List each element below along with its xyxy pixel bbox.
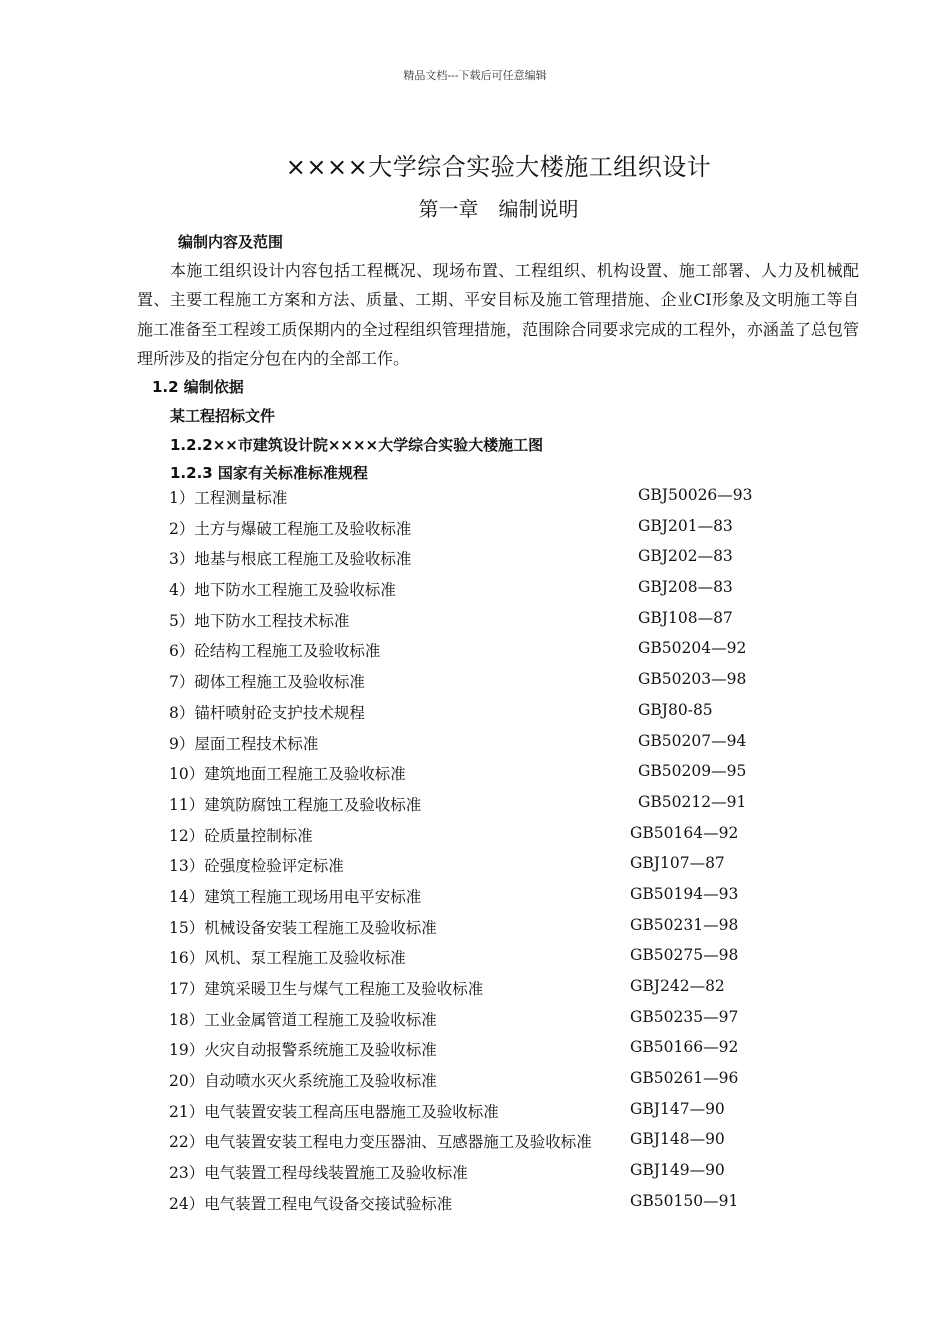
standard-code: GBJ147—90 — [630, 1099, 725, 1118]
standard-item — [169, 732, 809, 763]
standard-code: GBJ242—82 — [630, 977, 725, 995]
standard-code: GB50231—98 — [630, 915, 739, 934]
standard-name: 7）砌体工程施工及验收标准 — [169, 673, 365, 692]
standard-name: 12）砼质量控制标准 — [169, 826, 313, 845]
standard-code: GBJ50026—93 — [638, 486, 753, 504]
scope-paragraph: 本施工组织设计内容包括工程概况、现场布置、工程组织、机构设置、施工部署、人力及机械配置、主要工程施工方案和方法、质量、工期、平安目标及施工管理措施、企业CI形象及文明施工等自施工准备至工程竣工质保期内的全过程组织管理措施，范围除合同要求完成的工程外，亦涵盖了总包管理所涉及的指定分包在内的全部工作。 — [137, 261, 859, 368]
standard-name: 18）工业金属管道工程施工及验收标准 — [169, 1010, 437, 1029]
standard-item — [169, 885, 809, 916]
standard-item — [169, 701, 809, 732]
standard-code: GB50166—92 — [630, 1038, 739, 1057]
standard-item — [169, 824, 809, 855]
subsection-tender-docs: 某工程招标文件 — [170, 407, 276, 425]
standard-name: 8）锚杆喷射砼支护技术规程 — [169, 703, 365, 722]
standard-name: 2）土方与爆破工程施工及验收标准 — [169, 519, 412, 538]
standard-code: GBJ108—87 — [638, 608, 733, 627]
standard-name: 3）地基与根底工程施工及验收标准 — [169, 550, 412, 569]
standard-item — [169, 1069, 809, 1100]
standard-item — [169, 1192, 809, 1223]
standard-code: GBJ107—87 — [630, 854, 725, 873]
standard-item — [169, 916, 809, 947]
standard-code: GBJ201—83 — [638, 516, 733, 535]
standard-code: GB50261—96 — [630, 1069, 739, 1088]
standard-item — [169, 547, 809, 578]
standard-code: GBJ148—90 — [630, 1130, 725, 1149]
subsection-drawings: 1.2.2××市建筑设计院××××大学综合实验大楼施工图 — [170, 436, 544, 454]
standard-code: GBJ202—83 — [638, 547, 733, 566]
standard-code: GB50275—98 — [630, 946, 739, 965]
standard-name: 4）地下防水工程施工及验收标准 — [169, 581, 396, 600]
standard-name: 22）电气装置安装工程电力变压器油、互感器施工及验收标准 — [169, 1133, 592, 1152]
standard-code: GB50164—92 — [630, 823, 739, 842]
standard-item — [169, 854, 809, 885]
standard-code: GB50194—93 — [630, 884, 739, 903]
standard-name: 5）地下防水工程技术标准 — [169, 611, 350, 630]
standard-name: 17）建筑采暖卫生与煤气工程施工及验收标准 — [169, 980, 484, 998]
standard-code: GBJ80-85 — [638, 700, 713, 719]
standard-name: 1）工程测量标准 — [169, 489, 288, 507]
standard-item — [169, 670, 809, 701]
standard-name: 15）机械设备安装工程施工及验收标准 — [169, 918, 437, 937]
standard-name: 23）电气装置工程母线装置施工及验收标准 — [169, 1164, 468, 1183]
standard-item — [169, 1100, 809, 1131]
standard-code: GB50235—97 — [630, 1007, 739, 1026]
standard-code: GB50204—92 — [638, 639, 747, 658]
standard-name: 21）电气装置安装工程高压电器施工及验收标准 — [169, 1102, 499, 1121]
standard-item — [169, 946, 809, 977]
standard-item — [169, 609, 809, 640]
standard-name: 20）自动喷水灭火系统施工及验收标准 — [169, 1072, 437, 1091]
standard-code: GBJ149—90 — [630, 1161, 725, 1180]
standard-item — [169, 639, 809, 670]
standard-item — [169, 1008, 809, 1039]
standard-item — [169, 517, 809, 548]
standard-name: 14）建筑工程施工现场用电平安标准 — [169, 887, 422, 906]
document-title: ××××大学综合实验大楼施工组织设计 — [285, 153, 712, 181]
standard-code: GB50209—95 — [638, 762, 747, 781]
standard-code: GBJ208—83 — [638, 578, 733, 597]
standard-name: 24）电气装置工程电气设备交接试验标准 — [169, 1194, 453, 1213]
standard-code: GB50212—91 — [638, 792, 747, 811]
standard-name: 10）建筑地面工程施工及验收标准 — [169, 765, 406, 784]
standard-name: 9）屋面工程技术标准 — [169, 734, 319, 753]
standard-item — [169, 578, 809, 609]
standard-item — [169, 1161, 809, 1192]
section-heading-basis: 1.2 编制依据 — [152, 378, 244, 396]
section-heading-scope: 编制内容及范围 — [178, 233, 284, 251]
standard-name: 6）砼结构工程施工及验收标准 — [169, 642, 381, 661]
page-header: 精品文档---下载后可任意编辑 — [403, 69, 547, 82]
subsection-standards: 1.2.3 国家有关标准标准规程 — [170, 464, 368, 482]
standard-name: 19）火灾自动报警系统施工及验收标准 — [169, 1041, 437, 1060]
standards-list — [169, 486, 809, 1223]
standard-name: 11）建筑防腐蚀工程施工及验收标准 — [169, 795, 422, 814]
standard-name: 16）风机、泵工程施工及验收标准 — [169, 949, 406, 968]
standard-code: GB50203—98 — [638, 670, 747, 689]
standard-name: 13）砼强度检验评定标准 — [169, 857, 344, 876]
standard-item — [169, 977, 809, 1008]
standard-item — [169, 486, 809, 517]
standard-item — [169, 762, 809, 793]
standard-item — [169, 793, 809, 824]
standard-code: GB50150—91 — [630, 1191, 739, 1210]
standard-item — [169, 1130, 809, 1161]
chapter-title: 第一章 编制说明 — [418, 197, 579, 221]
standard-item — [169, 1038, 809, 1069]
standard-code: GB50207—94 — [638, 731, 747, 750]
